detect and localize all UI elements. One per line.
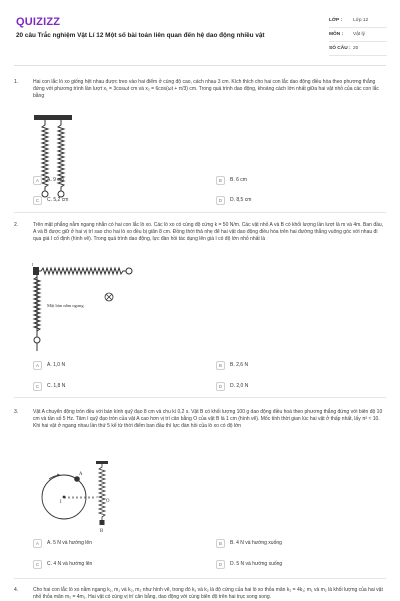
option-letter: A (33, 176, 42, 185)
option-b[interactable] (216, 174, 384, 186)
question-separator (14, 397, 386, 398)
option-c[interactable] (33, 380, 201, 392)
option-a[interactable] (33, 359, 201, 371)
option-c[interactable] (33, 194, 201, 206)
option-d[interactable] (216, 380, 384, 392)
quizizz-logo: QUIZIZZ (16, 16, 61, 28)
question-text: Hai con lắc lò xo giống hệt nhau được treo vào hai điểm ở cùng độ cao, cách nhau 3 cm. Kích thích cho hai con lắc dao động điều hòa theo phương thẳng đứng với phương trình lần lượt x₁ = 3cosωt cm và x₂ = 6cos(ωt + π/3) cm. Trong quá trình dao động, khoảng cách lớn nhất giữa hai vật nhỏ của các con lắc bằng (33, 79, 379, 100)
option-letter: C (33, 560, 42, 569)
figure-plane-label: Mặt bàn nằm ngang (47, 303, 84, 308)
figure-b-label: B (100, 529, 104, 534)
option-text: C. 1,8 N (47, 383, 66, 389)
question-3 (14, 409, 388, 579)
option-letter: C (33, 382, 42, 391)
option-text: B. 4 N và hướng xuống (230, 540, 282, 546)
meta-subject-row (329, 28, 387, 42)
option-text: A. 1,0 N (47, 362, 66, 368)
option-letter: A (33, 361, 42, 370)
question-4 (14, 587, 388, 600)
meta-count-value: 20 (353, 46, 359, 51)
option-b[interactable] (216, 359, 384, 371)
quiz-meta (329, 14, 387, 56)
option-text: A. 5 N và hướng lên (47, 540, 92, 546)
option-letter: A (33, 539, 42, 548)
meta-subject-value: Vật lý (353, 32, 365, 37)
option-text: C. 5,2 cm (47, 197, 69, 203)
option-letter: D (216, 560, 225, 569)
question-number: 1. (14, 79, 19, 85)
option-letter: B (216, 539, 225, 548)
meta-class-value: Lớp 12 (353, 18, 369, 23)
question-2 (14, 222, 388, 397)
option-text: C. 4 N và hướng lên (47, 561, 93, 567)
option-letter: D (216, 196, 225, 205)
option-text: D. 5 N và hướng xuống (230, 561, 283, 567)
question-number: 3. (14, 409, 19, 415)
figure-o-label: O (106, 499, 110, 504)
option-text: B. 2,6 N (230, 362, 249, 368)
option-letter: D (216, 382, 225, 391)
meta-count-row (329, 42, 387, 56)
header-divider (14, 65, 386, 66)
quiz-title: 20 câu Trắc nghiệm Vật Lí 12 Một số bài toán liên quan đến hệ dao động nhiều vật (16, 32, 265, 39)
option-d[interactable] (216, 194, 384, 206)
figure-a-label: A (79, 472, 83, 477)
figure-i-label: I (32, 262, 34, 267)
question-number: 2. (14, 222, 19, 228)
option-text: D. 2,0 N (230, 383, 249, 389)
question-text: Trên mặt phẳng nằm ngang nhẵn có hai con lắc lò xo. Các lò xo có cùng độ cứng k = 50 N/m. Các vật nhỏ A và B có khối lượng lần lượt là m và 4m. Ban đầu, A và B được giữ ở hai vị trí sao cho hai lò xo đều bị giãn 8 cm. Đồng thời thả nhẹ để hai vật dao động điều hòa trên hai đường thẳng vuông góc với nhau đi qua giá I cố định (hình vẽ). Trong quá trình dao động, lực đàn hồi tác dụng lên giá I có độ lớn nhỏ nhất là (33, 222, 384, 243)
two-springs-figure (33, 115, 73, 205)
option-d[interactable] (216, 558, 384, 570)
option-a[interactable] (33, 174, 201, 186)
question-separator (14, 212, 386, 213)
circular-motion-figure (36, 461, 126, 536)
option-letter: B (216, 361, 225, 370)
figure-i-label: I (60, 500, 62, 505)
question-text: Vật A chuyển động tròn đều với bán kính quỹ đạo 8 cm và chu kì 0,2 s. Vật B có khối lượng 100 g dao động điều hoà theo phương thẳng đứng với biên độ 10 cm và tần số 5 Hz. Tâm I quỹ đạo tròn của vật A cao hơn vị trí cân bằng O của vật B là 1 cm (hình vẽ). Mốc tính thời gian lúc hai vật ở thấp nhất, lấy π² ≈ 10. Khi hai vật ở ngang nhau lần thứ 5 kể từ thời điểm ban đầu thì lực đàn hồi của lò xo có độ lớn (33, 409, 383, 430)
option-text: B. 6 cm (230, 177, 247, 183)
meta-class-row (329, 14, 387, 28)
perpendicular-springs-figure (32, 262, 143, 352)
meta-count-key: SỐ CÂU : (329, 46, 351, 51)
option-text: D. 8,5 cm (230, 197, 252, 203)
option-text: A. 9 cm (47, 177, 64, 183)
question-text: Cho hai con lắc lò xo nằm ngang k₁, m₁ và k₂, m₂ như hình vẽ, trong đó k₁ và k₂ là độ cứng của hai lò xo thỏa mãn k₂ = 4k₁; m₁ và m₂ là khối lượng của hai vật nhỏ thỏa mãn m₂ = 4m₁. Hai vật có cùng vị trí cân bằng, dao động với cùng biên độ trên hai trục song song. (33, 587, 383, 601)
option-letter: B (216, 176, 225, 185)
question-1 (14, 79, 388, 214)
question-number: 4. (14, 587, 19, 593)
option-c[interactable] (33, 558, 201, 570)
meta-subject-key: MÔN : (329, 32, 344, 37)
question-separator (14, 578, 386, 579)
option-letter: C (33, 196, 42, 205)
option-b[interactable] (216, 537, 384, 549)
option-a[interactable] (33, 537, 201, 549)
meta-class-key: LỚP : (329, 18, 343, 23)
